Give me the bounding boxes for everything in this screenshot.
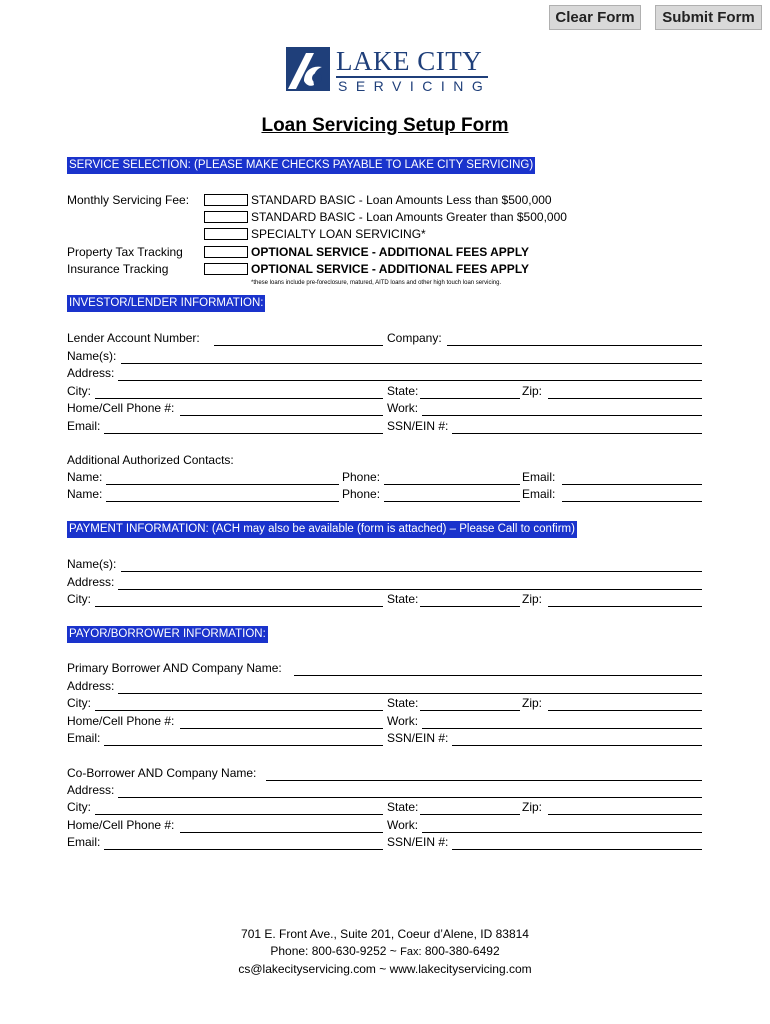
standard-basic-under-label: STANDARD BASIC - Loan Amounts Less than $500,000 [251,193,552,207]
investor-address-field[interactable] [118,380,702,381]
co-borrower-field[interactable] [266,780,702,781]
co-borrower-state-label: State: [387,800,419,814]
co-borrower-ssn-field[interactable] [452,849,702,850]
borrower-email-label: Email: [67,731,101,745]
specialty-servicing-label: SPECIALTY LOAN SERVICING* [251,227,426,241]
logo-line-1: LAKE CITY [336,46,483,76]
co-borrower-email-field[interactable] [104,849,383,850]
co-borrower-city-field[interactable] [95,814,383,815]
insurance-tracking-option: OPTIONAL SERVICE - ADDITIONAL FEES APPLY [251,262,530,276]
borrower-ssn-label: SSN/EIN #: [387,731,449,745]
borrower-state-label: State: [387,696,419,710]
standard-basic-over-checkbox[interactable] [204,211,248,223]
property-tax-label: Property Tax Tracking [67,245,183,259]
payment-address-label: Address: [67,575,115,589]
co-borrower-label: Co-Borrower AND Company Name: [67,766,257,780]
borrower-zip-field[interactable] [548,710,702,711]
payment-zip-field[interactable] [548,606,702,607]
borrower-work-field[interactable] [422,728,702,729]
payor-header: PAYOR/BORROWER INFORMATION: [67,626,268,643]
property-tax-checkbox[interactable] [204,246,248,258]
co-borrower-address-label: Address: [67,783,115,797]
co-borrower-phone-label: Home/Cell Phone #: [67,818,175,832]
service-selection-header: SERVICE SELECTION: (PLEASE MAKE CHECKS PAYABLE TO LAKE CITY SERVICING) [67,157,535,174]
contact1-email-label: Email: [522,470,556,484]
company-label: Company: [387,331,442,345]
borrower-ssn-field[interactable] [452,745,702,746]
payment-city-field[interactable] [95,606,383,607]
logo-mark-icon [284,45,332,93]
clear-form-button[interactable]: Clear Form [549,5,641,30]
footer-address: 701 E. Front Ave., Suite 201, Coeur d’Alene, ID 83814 [241,927,529,941]
payment-address-field[interactable] [118,589,702,590]
investor-header: INVESTOR/LENDER INFORMATION: [67,295,265,312]
investor-work-label: Work: [387,401,419,415]
borrower-address-field[interactable] [118,693,702,694]
co-borrower-work-field[interactable] [422,832,702,833]
investor-zip-label: Zip: [522,384,543,398]
primary-borrower-label: Primary Borrower AND Company Name: [67,661,282,675]
contact1-phone-label: Phone: [342,470,381,484]
specialty-servicing-checkbox[interactable] [204,228,248,240]
contact2-phone-label: Phone: [342,487,381,501]
co-borrower-zip-field[interactable] [548,814,702,815]
co-borrower-phone-field[interactable] [180,832,383,833]
co-borrower-email-label: Email: [67,835,101,849]
contact2-phone-field[interactable] [384,501,520,502]
contact2-name-field[interactable] [106,501,339,502]
footer-phone: Phone: 800-630-9252 ~ [270,944,401,958]
logo-line-2: SERVICING [338,78,492,94]
co-borrower-address-field[interactable] [118,797,702,798]
primary-borrower-field[interactable] [294,675,702,676]
footer-web: cs@lakecityservicing.com ~ www.lakecityservicing.com [238,962,532,976]
investor-state-field[interactable] [420,398,520,399]
company-logo [284,45,492,95]
payment-state-label: State: [387,592,419,606]
investor-city-label: City: [67,384,91,398]
investor-phone-label: Home/Cell Phone #: [67,401,175,415]
co-borrower-city-label: City: [67,800,91,814]
monthly-fee-label: Monthly Servicing Fee: [67,193,190,207]
co-borrower-work-label: Work: [387,818,419,832]
payment-state-field[interactable] [420,606,520,607]
borrower-phone-field[interactable] [180,728,383,729]
insurance-tracking-checkbox[interactable] [204,263,248,275]
lender-account-label: Lender Account Number: [67,331,200,345]
borrower-city-label: City: [67,696,91,710]
co-borrower-zip-label: Zip: [522,800,543,814]
contact2-email-field[interactable] [562,501,702,502]
standard-basic-under-checkbox[interactable] [204,194,248,206]
company-field[interactable] [447,345,702,346]
contact1-phone-field[interactable] [384,484,520,485]
contact1-name-field[interactable] [106,484,339,485]
contact1-email-field[interactable] [562,484,702,485]
contact1-name-label: Name: [67,470,103,484]
payment-names-label: Name(s): [67,557,117,571]
insurance-tracking-label: Insurance Tracking [67,262,169,276]
investor-ssn-field[interactable] [452,433,702,434]
page-title: Loan Servicing Setup Form [261,115,509,136]
footer-fax-label: Fax: [400,946,422,958]
payment-city-label: City: [67,592,91,606]
submit-form-button[interactable]: Submit Form [655,5,762,30]
specialty-footnote: *these loans include pre-foreclosure, matured, AITD loans and other high touch loan servicing. [251,280,502,286]
investor-city-field[interactable] [95,398,383,399]
co-borrower-ssn-label: SSN/EIN #: [387,835,449,849]
additional-contacts-label: Additional Authorized Contacts: [67,453,234,467]
footer-fax: 800-380-6492 [421,944,500,958]
property-tax-option: OPTIONAL SERVICE - ADDITIONAL FEES APPLY [251,245,530,259]
contact2-name-label: Name: [67,487,103,501]
borrower-address-label: Address: [67,679,115,693]
investor-names-label: Name(s): [67,349,117,363]
standard-basic-over-label: STANDARD BASIC - Loan Amounts Greater than $500,000 [251,210,567,224]
borrower-phone-label: Home/Cell Phone #: [67,714,175,728]
contact2-email-label: Email: [522,487,556,501]
borrower-zip-label: Zip: [522,696,543,710]
payment-names-field[interactable] [121,571,702,572]
borrower-email-field[interactable] [104,745,383,746]
investor-email-label: Email: [67,419,101,433]
investor-address-label: Address: [67,366,115,380]
investor-ssn-label: SSN/EIN #: [387,419,449,433]
investor-names-field[interactable] [121,363,702,364]
borrower-work-label: Work: [387,714,419,728]
investor-phone-field[interactable] [180,415,383,416]
payment-header: PAYMENT INFORMATION: (ACH may also be available (form is attached) – Please Call to confirm) [67,521,577,538]
payment-zip-label: Zip: [522,592,543,606]
footer-phone-fax [0,943,770,962]
borrower-city-field[interactable] [95,710,383,711]
lender-account-field[interactable] [214,345,383,346]
investor-state-label: State: [387,384,419,398]
borrower-state-field[interactable] [420,710,520,711]
co-borrower-state-field[interactable] [420,814,520,815]
investor-work-field[interactable] [422,415,702,416]
investor-email-field[interactable] [104,433,383,434]
investor-zip-field[interactable] [548,398,702,399]
